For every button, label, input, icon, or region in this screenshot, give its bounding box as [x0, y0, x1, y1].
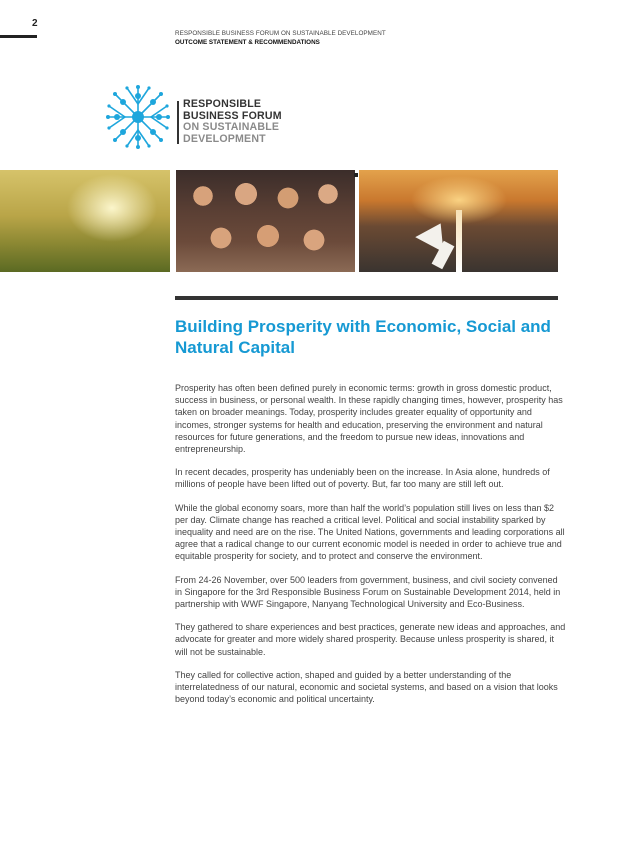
road-arrow-photo	[359, 170, 558, 272]
forum-logo-wordmark	[183, 99, 282, 145]
body-paragraph: While the global economy soars, more than half the world’s population still lives on less than $2 per day. Climate change has reached a critical level. Political and social instability sparked by inequality and need are on the rise. The United Nations, governments and leading corporations all agree that a radical change to our current economic model is needed in order to achieve true and equitable prosperity for society, and to protect and conserve the environment.	[175, 502, 565, 562]
photo-separator-mark	[354, 173, 358, 177]
forest-photo	[0, 170, 170, 272]
article-body	[175, 382, 567, 716]
body-paragraph: They called for collective action, shaped and guided by a better understanding of the interrelatedness of our natural, economic and societal systems, and based on a vision that looks beyond today’s economic and political uncertainty.	[175, 669, 558, 705]
page-number: 2	[32, 18, 38, 29]
logo-line-2: BUSINESS FORUM	[183, 109, 282, 122]
page-number-rule	[0, 35, 37, 38]
body-paragraph: From 24-26 November, over 500 leaders from government, business, and civil society convened in Singapore for the 3rd Responsible Business Forum on Sustainable Development 2014, held in partnership with WWF Singapore, Nanyang Technological University and Eco-Business.	[175, 574, 561, 610]
section-divider	[175, 296, 558, 300]
body-paragraph: Prosperity has often been defined purely in economic terms: growth in gross domestic product, success in business, or personal wealth. In these rapidly changing times, however, prosperity has taken on broader meanings. Today, prosperity includes greater equality of opportunity and incomes, stronger systems for health and education, preserving the environment and natural resources for future generations, and the freedom to pursue new ideas, innovations and entrepreneurship.	[175, 383, 563, 455]
children-photo	[176, 170, 355, 272]
logo-divider	[177, 101, 179, 144]
body-paragraph: They gathered to share experiences and best practices, generate new ideas and approaches, and advocate for greater and more widely shared prosperity. Because unless prosperity is shared, it will not be sustainable.	[175, 622, 566, 657]
article-title: Building Prosperity with Economic, Social and Natural Capital	[175, 317, 551, 357]
logo-line-4: DEVELOPMENT	[183, 132, 266, 145]
logo-line-3: ON SUSTAINABLE	[183, 121, 280, 133]
logo-line-1: RESPONSIBLE	[183, 98, 262, 110]
road-center-line	[456, 210, 462, 272]
running-header-title: RESPONSIBLE BUSINESS FORUM ON SUSTAINABLE DEVELOPMENT	[175, 30, 386, 37]
body-paragraph: In recent decades, prosperity has undeniably been on the increase. In Asia alone, hundreds of millions of people have been lifted out of poverty. But, far too many are still left out.	[175, 467, 550, 490]
running-header-subtitle: OUTCOME STATEMENT & RECOMMENDATIONS	[175, 39, 320, 46]
tree-logo-icon	[103, 82, 173, 152]
